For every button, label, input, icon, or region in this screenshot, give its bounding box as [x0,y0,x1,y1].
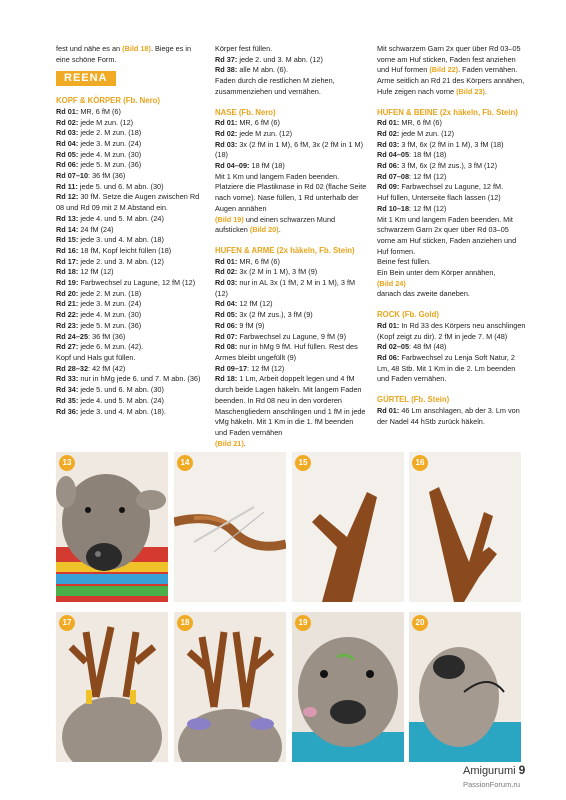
pattern-row [215,55,367,66]
arm-finish-text: Mit schwarzem Garn 2x quer über Rd 03–05 vorne am Huf sticken, Faden fest anziehen und Huf formen (Bild 22). Faden vernähen. Arme seitlich an Rd 21 des Körpers annähen, Hufe zeigen nach vorne (Bild 23). [377,44,525,96]
row-label: Rd 01: [215,256,238,266]
row-label: Rd 20: [56,288,79,298]
pattern-row [215,257,367,268]
column-middle [215,44,367,449]
row-text: : 12 fM (12) [409,203,447,213]
pattern-row [377,268,527,279]
kopf-rows [56,107,206,417]
row-label: Rd 11: [56,181,78,191]
row-text: jede 4. und 5. M abn. (24) [78,395,164,405]
nase-instruction-tail: (Bild 19) und einen schwarzen Mund aufsticken (Bild 20). [215,214,336,235]
pattern-row [377,140,527,151]
pattern-row [56,257,206,268]
row-text: 12 fM (12) [78,267,114,277]
row-label: Rd 06: [215,320,238,330]
hufen-arme-rows [215,257,367,439]
row-label: Rd 03: [377,139,400,149]
pattern-row [377,150,527,161]
pattern-row [215,76,367,97]
column-left [56,44,206,417]
pattern-row [215,278,367,299]
row-text: Farbwechsel zu Lenja Soft Natur, 2 Lm, 48 Stb. Mit 1 Km in die 2. Lm beenden und Faden vernähen. [377,352,516,384]
row-text: : 48 fM (48) [409,342,447,352]
row-text: jede M zun. (12) [399,128,455,138]
pattern-row [377,129,527,140]
pattern-row [377,161,527,172]
row-label: Rd 02: [215,267,238,277]
row-label: Rd 36: [56,406,79,416]
row-label: Rd 19: [56,278,79,288]
row-text: 3x (2 M in 1 M), 3 fM (9) [237,267,318,277]
pattern-row [215,342,367,363]
row-text: jede 2. M zun. (18) [78,288,142,298]
row-label: Rd 14: [56,224,79,234]
pattern-row [56,289,206,300]
pattern-row [56,407,206,418]
row-label: Rd 07: [215,331,238,341]
row-label: Rd 06: [377,161,400,171]
section-heading-kopf: KOPF & KÖRPER (Fb. Nero) [56,96,160,106]
pattern-row [56,342,206,353]
row-text: jede 5. M zun. (36) [78,160,142,170]
row-label: Rd 01: [377,405,400,415]
photo-18 [174,612,286,762]
row-text: MR, 6 fM (6) [237,256,280,266]
row-text: In Rd 33 des Körpers neu anschlingen (Kopf zeigt zu dir). 2 fM in jede 7. M (48) [377,320,526,341]
row-text: jede 4. und 5. M abn. (24) [78,213,164,223]
row-text: Huf füllen, Unterseite flach lassen (12) [377,193,501,203]
photo-number-badge: 16 [412,455,428,471]
row-label: Rd 01: [377,320,400,330]
row-text: Körper fest füllen. [215,44,273,53]
row-label: Rd 07–08 [377,171,410,181]
guertel-rows [377,406,527,427]
row-label: Rd 35: [56,395,79,405]
row-label: Rd 02: [56,117,79,127]
row-text: jede 2. M zun. (18) [78,128,142,138]
pattern-row [56,160,206,171]
row-text: Faden durch die restlichen M ziehen, zusammenziehen und vernähen. [215,76,335,96]
row-label: Rd 06: [56,160,79,170]
pattern-row [56,278,206,289]
row-text: jede 3. M zun. (24) [78,299,142,309]
pattern-row [377,193,527,204]
row-text: : 36 fM (36) [88,331,126,341]
pattern-row [215,299,367,310]
row-text: Beine fest füllen. [377,257,431,267]
hufen-instruction-tail: (Bild 21). [215,438,246,448]
pattern-row [56,374,206,385]
magazine-name: Amigurumi [463,765,516,777]
row-label: Rd 12: [56,192,79,202]
row-text: jede 3. M zun. (24) [78,138,142,148]
pattern-row [377,118,527,129]
row-text: jede 4. M zun. (30) [78,310,142,320]
row-label: Rd 04–05 [377,150,410,160]
row-text: : 12 fM (12) [247,363,285,373]
row-text: 3 fM, 6x (2 fM zus.), 3 fM (12) [399,161,498,171]
photo-number-badge: 13 [59,455,75,471]
row-text: jede 3. und 4. M abn. (18). [78,406,166,416]
photo-number-badge: 18 [177,615,193,631]
column-right [377,44,527,427]
row-label: Rd 01: [215,118,238,128]
row-label: Rd 21: [56,299,79,309]
photo-19 [292,612,404,762]
row-label: Rd 18: [215,374,238,384]
photo-17 [56,612,168,762]
row-text: 30 fM. Setze die Augen zwischen Rd 08 und Rd 09 mit 2 M Abstand ein. [56,192,200,213]
row-label: Rd 37: [215,54,238,64]
row-label: Rd 13: [56,213,79,223]
pattern-row [377,204,527,215]
pattern-row [56,128,206,139]
row-label: Rd 16: [56,245,79,255]
row-label: Rd 24–25 [56,331,89,341]
pattern-row [215,310,367,321]
row-label: Rd 08: [215,342,238,352]
section-heading-rock: ROCK (Fb. Gold) [377,310,439,320]
pattern-row [56,150,206,161]
row-text: Farbwechsel zu Lagune, 9 fM (9) [237,331,347,341]
row-text: jede 2. und 3. M abn. (12) [78,256,164,266]
pattern-row [56,299,206,310]
row-text: Farbwechsel zu Lagune, 12 fM (12) [78,278,196,288]
row-label: Rd 03: [56,128,79,138]
pattern-row [377,257,527,268]
page-number: 9 [518,763,526,777]
pattern-row [56,139,206,150]
pattern-row [377,353,527,385]
row-text: MR, 6 fM (6) [237,118,280,128]
pattern-row [56,118,206,129]
photo-14 [174,452,286,602]
hufen-beine-rows [377,118,527,279]
row-text: : 42 fM (42) [88,363,126,373]
row-text: 18 fM, Kopf leicht füllen (18) [78,245,172,255]
row-text: jede 6. M zun. (42). [78,342,144,352]
pattern-row [56,364,206,375]
pattern-row [56,107,206,118]
pattern-row [215,129,367,140]
row-text: 3x (2 fM zus.), 3 fM (9) [237,310,313,320]
row-text: Mit 1 Km und langem Faden beenden. Mit schwarzem Garn 2x quer über Rd 03–05 vorne am Huf sticken, Faden anziehen und Huf formen. [377,214,517,256]
pattern-row [56,192,206,213]
row-label: Rd 17: [56,256,79,266]
pattern-row [215,332,367,343]
row-text: : 12 fM (12) [409,171,447,181]
photo-number-badge: 19 [295,615,311,631]
row-label: Rd 27: [56,342,79,352]
pattern-row [56,235,206,246]
row-label: Rd 02–05 [377,342,410,352]
pattern-row [56,396,206,407]
row-label: Rd 18: [56,267,79,277]
photo-number-badge: 20 [412,615,428,631]
pattern-row [215,161,367,172]
rock-rows [377,321,527,385]
row-label: Rd 06: [377,352,400,362]
row-text: 3x (2 fM in 1 M), 6 fM, 3x (2 fM in 1 M) (18) [215,139,364,160]
row-text: Farbwechsel zu Lagune, 12 fM. [399,182,504,192]
row-label: Rd 02: [215,128,238,138]
intro-text: fest und nähe es an (Bild 18). Biege es in eine schöne Form. [56,44,192,64]
photo-20 [409,612,521,762]
pattern-row [56,310,206,321]
row-label: Rd 04: [215,299,238,309]
row-label: Rd 02: [377,128,400,138]
beine-instruction-end: danach das zweite daneben. [377,289,470,299]
row-text: nur in AL 3x (1 fM, 2 M in 1 M), 3 fM (12) [215,278,356,298]
pattern-row [56,332,206,343]
pattern-row [215,364,367,375]
pattern-row [215,374,367,438]
row-text: jede 3. und 4. M abn. (18) [78,235,164,245]
row-label: Rd 01: [56,106,79,116]
pattern-row [215,172,367,215]
row-label: Rd 15: [56,235,79,245]
pattern-row [56,321,206,332]
photo-number-badge: 15 [295,455,311,471]
pattern-row [215,65,367,76]
pattern-row [377,342,527,353]
pattern-row [56,171,206,182]
section-heading-hufen-beine: HUFEN & BEINE (2x häkeln, Fb. Stein) [377,107,518,117]
row-text: MR, 6 fM (6) [399,118,442,128]
row-text: Mit 1 Km und langem Faden beenden. Platziere die Plastiknase in Rd 02 (flache Seite nach vorne). Nase füllen, 1 Rd unterhalb der Augen annähen [215,171,367,213]
photo-15 [292,452,404,602]
row-text: 1 Lm, Arbeit doppelt legen und 4 fM durch beide Lagen häkeln. Mit langem Faden beenden. In Rd 08 neu in den vorderen Maschengliedern anschlingen und 1 fM in jede vMg häkeln. Mit 1 Km in die 1. fM beenden und Faden vernähen [215,374,366,437]
row-text: Kopf und Hals gut füllen. [56,352,136,362]
row-text: 18 fM (18) [249,161,285,171]
watermark: PassionForum.ru [463,780,521,789]
row-text: alle M abn. (6). [237,65,289,75]
row-text: jede 5. M zun. (36) [78,320,142,330]
photo-number-badge: 14 [177,455,193,471]
beine-instruction-tail: (Bild 24) [377,278,406,288]
row-label: Rd 34: [56,385,79,395]
row-text: nur in hMg 9 fM. Huf füllen. Rest des Armes bleibt ungefüllt (9) [215,342,358,362]
pattern-title-banner: REENA [56,71,116,86]
photo-16 [409,452,521,602]
row-text: jede M zun. (12) [237,128,293,138]
pattern-row [215,140,367,161]
pattern-row [56,385,206,396]
row-label: Rd 10–18 [377,203,410,213]
row-label: Rd 01: [377,118,400,128]
pattern-row [56,225,206,236]
row-text: jede 4. M zun. (30) [78,149,142,159]
pattern-row [377,182,527,193]
row-label: Rd 03: [215,139,238,149]
row-label: Rd 04: [56,138,79,148]
pattern-row [377,215,527,258]
row-text: 46 Lm anschlagen, ab der 3. Lm von der Nadel 44 hStb zurück häkeln. [377,405,520,426]
row-text: Ein Bein unter dem Körper annähen, [377,268,496,278]
row-text: 24 fM (24) [78,224,114,234]
row-label: Rd 04–09: [215,161,250,171]
pattern-row [377,406,527,427]
row-label: Rd 23: [56,320,79,330]
row-label: Rd 33: [56,374,79,384]
section-heading-hufen-arme: HUFEN & ARME (2x häkeln, Fb. Stein) [215,245,355,255]
row-label: Rd 09: [377,182,400,192]
section-heading-guertel: GÜRTEL (Fb. Stein) [377,395,450,405]
section-heading-nase: NASE (Fb. Nero) [215,107,276,117]
row-text: : 18 fM (18) [409,150,447,160]
row-text: jede 5. und 6. M abn. (30) [78,385,164,395]
row-label: Rd 07–10 [56,171,89,181]
row-text: MR, 6 fM (6) [78,106,121,116]
pattern-row [56,353,206,364]
pattern-row [377,172,527,183]
row-label: Rd 22: [56,310,79,320]
row-label: Rd 09–17 [215,363,248,373]
pattern-row [215,118,367,129]
row-text: 3 fM, 6x (2 fM in 1 M), 3 fM (18) [399,139,504,149]
page-footer [463,763,525,777]
row-text: nur in hMg jede 6. und 7. M abn. (36) [78,374,201,384]
row-text: 9 fM (9) [237,320,265,330]
row-text: : 36 fM (36) [88,171,126,181]
pattern-row [56,246,206,257]
row-label: Rd 28–32 [56,363,89,373]
row-text: jede 2. und 3. M abn. (12) [237,54,323,64]
row-text: 12 fM (12) [237,299,273,309]
row-label: Rd 38: [215,65,238,75]
photo-number-badge: 17 [59,615,75,631]
pattern-row [215,267,367,278]
row-text: jede M zun. (12) [78,117,134,127]
photo-13 [56,452,168,602]
pattern-row [56,182,206,193]
pattern-row [377,321,527,342]
row-label: Rd 03: [215,278,238,288]
row-label: Rd 05: [56,149,79,159]
row-text: jede 5. und 6. M abn. (30) [77,181,164,191]
pattern-row [215,44,367,55]
row-label: Rd 05: [215,310,238,320]
nase-rows [215,118,367,214]
pattern-row [215,321,367,332]
pattern-row [56,214,206,225]
body-finish-rows [215,44,367,98]
pattern-row [56,267,206,278]
